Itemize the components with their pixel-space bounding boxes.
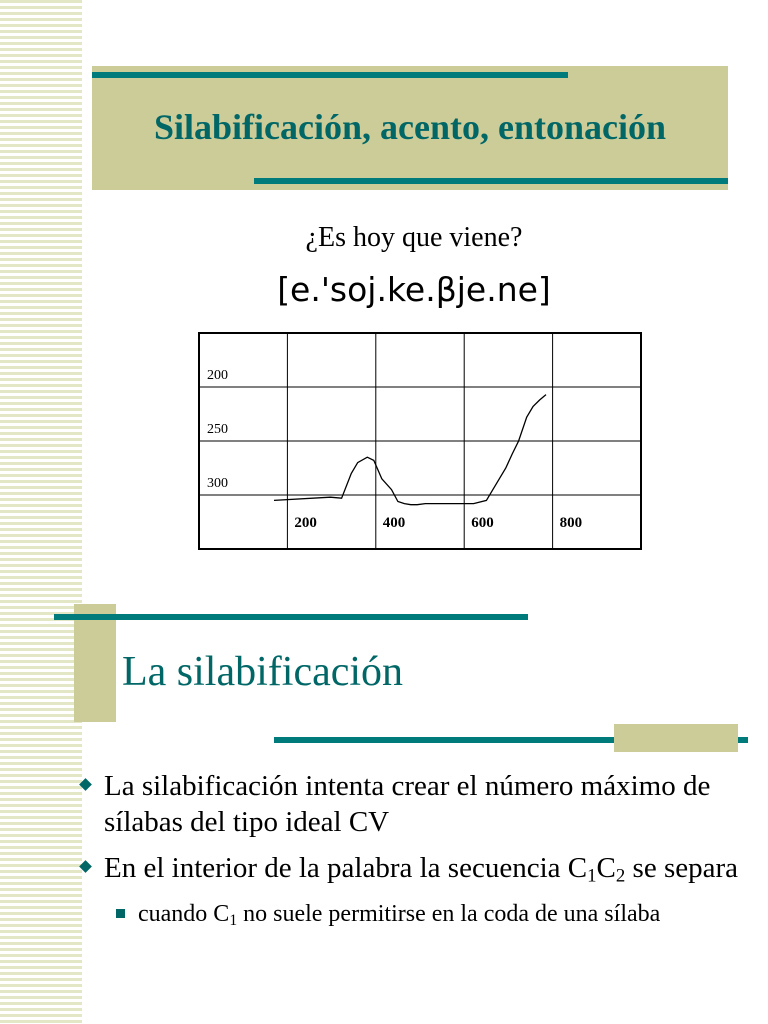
diamond-bullet-icon <box>79 860 92 873</box>
teal-rule-bottom <box>254 178 728 184</box>
tan-accent-left <box>74 604 116 722</box>
bullet-list <box>78 768 748 932</box>
sub-bullet-text-part: no suele permitirse en la coda de una sílaba <box>237 901 661 927</box>
subscript: 1 <box>229 911 238 929</box>
example-question: ¿Es hoy que viene? <box>305 222 523 253</box>
y-tick-label: 300 <box>207 476 228 491</box>
ipa-transcription: [e.'soj.ke.βje.ne] <box>277 270 551 309</box>
teal-rule-top <box>92 72 568 78</box>
x-tick-label: 400 <box>382 515 406 531</box>
x-tick-label: 200 <box>294 515 317 531</box>
tan-accent-right <box>614 724 738 752</box>
y-tick-label: 200 <box>207 368 228 383</box>
square-bullet-icon <box>116 909 125 918</box>
subscript: 2 <box>615 865 626 887</box>
bullet-item <box>78 850 748 886</box>
diamond-bullet-icon <box>79 778 92 791</box>
sub-bullet-item <box>78 896 748 932</box>
pitch-chart <box>198 332 642 552</box>
pitch-curve <box>274 395 546 505</box>
decorative-stripes <box>0 0 82 1024</box>
bullet-text-part: C <box>596 852 616 884</box>
teal-rule-upper <box>54 614 528 620</box>
bullet-item <box>78 768 748 840</box>
slide2-title: La silabificación <box>122 649 404 695</box>
bullet-text-part: se separa <box>625 852 739 884</box>
y-tick-label: 250 <box>207 422 228 437</box>
subscript: 1 <box>587 865 597 887</box>
x-tick-label: 600 <box>471 515 494 531</box>
bullet-text-part: En el interior de la palabra la secuencia C <box>104 852 588 884</box>
bullet-text: La silabificación intenta crear el número máximo de sílabas del tipo ideal CV <box>104 770 711 838</box>
slide1-title: Silabificación, acento, entonación <box>154 107 666 147</box>
sub-bullet-text-part: cuando C <box>138 901 230 927</box>
chart-y-ticks <box>207 368 228 491</box>
x-tick-label: 800 <box>559 515 583 531</box>
chart-x-ticks <box>294 515 582 531</box>
